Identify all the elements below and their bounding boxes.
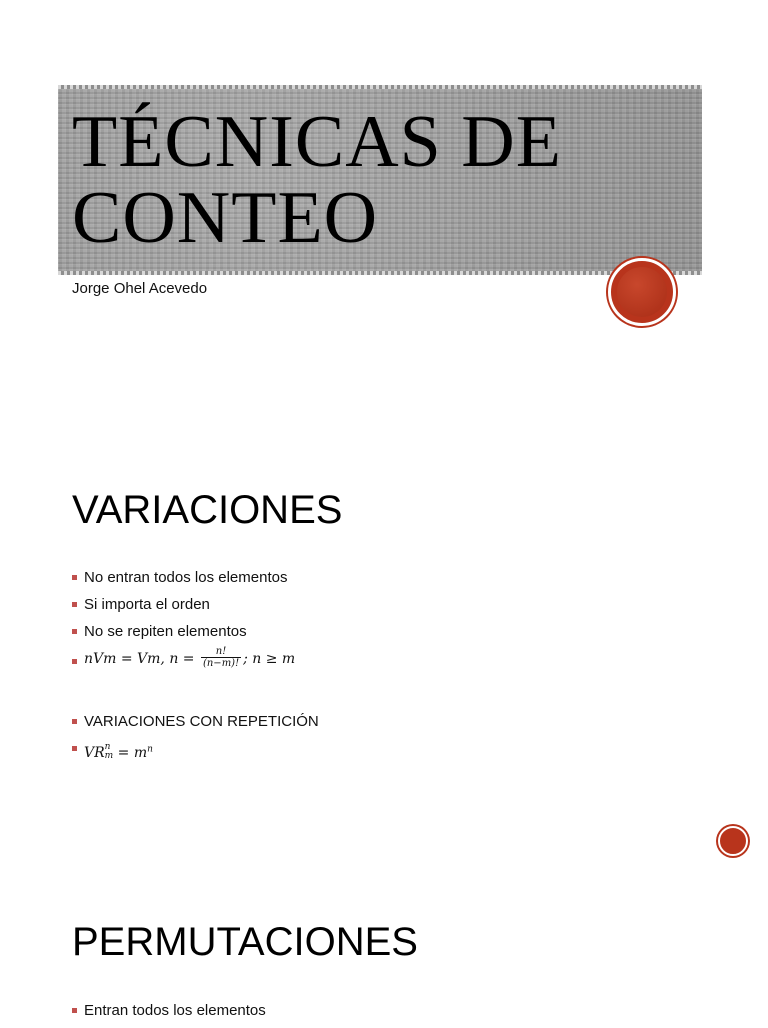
bullet-icon: [72, 629, 77, 634]
bullet-icon: [72, 659, 77, 664]
bullet-icon: [72, 602, 77, 607]
list-item: Si importa el orden: [72, 595, 295, 622]
repetition-formula: VR n m = $m^n$: [84, 741, 153, 761]
formula-fraction: $\frac{n!}{(n-m)!}$: [202, 645, 240, 669]
formula-item: [72, 739, 319, 766]
formula-item: [72, 645, 296, 679]
title-line-1: TÉCNICAS DE: [72, 101, 562, 183]
bullet-icon: [72, 719, 77, 724]
bullet-icon: [72, 1008, 77, 1013]
author-name: Jorge Ohel Acevedo: [72, 280, 208, 297]
bullet-icon: [72, 575, 77, 580]
list-item: No entran todos los elementos: [72, 568, 295, 595]
variation-formula: nVm = Vm, n = $\frac{n!}{(n-m)!}$ ; n ≥ m: [84, 645, 296, 669]
repeticion-bullet-list: [72, 712, 319, 766]
decorative-circle-icon: [718, 826, 748, 856]
decorative-circle-icon: [608, 258, 676, 326]
bullet-icon: [72, 746, 77, 751]
list-item: Entran todos los elementos: [72, 1001, 266, 1028]
list-item: VARIACIONES CON REPETICIÓN: [72, 712, 319, 739]
variaciones-bullet-list: [72, 568, 295, 679]
section-title-permutaciones: PERMUTACIONES: [72, 920, 418, 964]
section-title-variaciones: VARIACIONES: [72, 488, 343, 532]
presentation-title: [72, 101, 562, 259]
list-item: No se repiten elementos: [72, 622, 295, 649]
title-line-2: CONTEO: [72, 177, 379, 259]
